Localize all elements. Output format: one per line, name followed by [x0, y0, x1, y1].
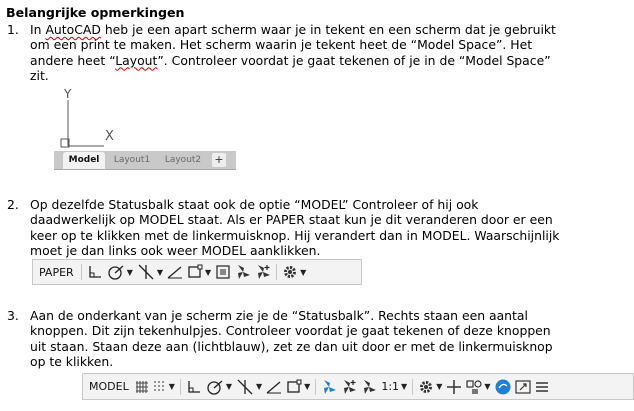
chevron-down-icon[interactable]: ▼ — [300, 267, 307, 277]
line: om een print te maken. Het scherm waarin je tekent heet de “Model Space”. Het — [30, 37, 533, 53]
selection-cycling-icon[interactable] — [214, 263, 232, 281]
chevron-down-icon[interactable]: ▼ — [256, 382, 263, 391]
item-text-2 — [30, 197, 630, 258]
polar-tracking-icon[interactable] — [106, 263, 126, 281]
statusbar-paper — [32, 259, 362, 285]
page-heading: Belangrijke opmerkingen — [6, 5, 185, 20]
isometric-drafting-icon[interactable] — [235, 378, 255, 396]
annotation-scale-icon[interactable] — [360, 378, 378, 396]
object-snap-tracking-icon[interactable] — [265, 378, 283, 396]
chevron-down-icon[interactable]: ▼ — [168, 382, 175, 391]
chevron-down-icon[interactable]: ▼ — [401, 382, 408, 391]
isometric-drafting-icon[interactable] — [136, 263, 156, 281]
separator — [412, 379, 413, 395]
chevron-down-icon[interactable]: ▼ — [225, 382, 233, 391]
line: op te klikken. — [30, 353, 114, 369]
item-number-2: 2. — [7, 197, 19, 212]
ucs-x-label: X — [105, 129, 114, 144]
paper-model-toggle[interactable]: MODEL — [89, 380, 129, 393]
line: uit staan. Staan deze aan (lichtblauw), zet ze dan uit door er met de linkermuisknop — [30, 338, 553, 354]
layout-word: Layout — [115, 52, 158, 68]
paper-model-toggle[interactable]: PAPER — [39, 265, 74, 279]
line: In AutoCAD heb je een apart scherm waar je in tekent en een scherm dat je gebruikt — [30, 22, 556, 37]
hardware-acceleration-icon[interactable] — [494, 378, 512, 396]
separator — [81, 264, 82, 280]
annotation-visibility-icon[interactable] — [234, 263, 252, 281]
chevron-down-icon[interactable]: ▼ — [436, 382, 443, 391]
separator — [276, 264, 277, 280]
scale-value[interactable]: 1:1 — [381, 380, 400, 393]
line: andere heet “Layout”. Controleer voordat je gaat tekenen of je in de “Model Space” — [30, 52, 551, 68]
tab-layout1[interactable]: Layout1 — [113, 155, 151, 165]
gear-icon[interactable] — [417, 378, 435, 396]
line: Op dezelfde Statusbalk staat ook de optie “MODEL” Controleer of hij ook — [30, 197, 479, 212]
line: knoppen. Dit zijn tekenhulpjes. Controleer voordat je gaat tekenen of deze knoppen — [30, 323, 551, 339]
chevron-down-icon[interactable]: ▼ — [126, 267, 133, 277]
separator — [315, 379, 316, 395]
clean-screen-icon[interactable] — [514, 378, 532, 396]
gear-icon[interactable] — [281, 263, 299, 281]
object-snap-icon[interactable] — [285, 378, 303, 396]
chevron-down-icon[interactable]: ▼ — [484, 382, 491, 391]
chevron-down-icon[interactable]: ▼ — [156, 267, 163, 277]
line: keer op te klikken met de linkermuisknop. Hij verandert dan in MODEL. Waarschijnlijk — [30, 227, 560, 243]
add-layout-button[interactable]: + — [212, 153, 226, 167]
chevron-down-icon[interactable]: ▼ — [205, 267, 212, 277]
autocad-word: AutoCAD — [45, 22, 101, 37]
tab-model[interactable]: Model — [63, 152, 105, 169]
statusbar-model — [82, 373, 634, 400]
snap-icon[interactable] — [152, 378, 168, 396]
infer-constraints-icon[interactable] — [86, 263, 104, 281]
object-snap-icon[interactable] — [186, 263, 204, 281]
auto-scale-icon[interactable] — [254, 263, 272, 281]
auto-scale-icon[interactable] — [340, 378, 358, 396]
ucs-y-label: Y — [64, 87, 72, 101]
isolate-objects-icon[interactable] — [465, 378, 483, 396]
separator — [180, 379, 181, 395]
item-number-3: 3. — [7, 308, 19, 323]
polar-tracking-icon[interactable] — [205, 378, 225, 396]
item-text-1 — [30, 22, 630, 83]
grid-icon[interactable] — [134, 378, 150, 396]
infer-constraints-icon[interactable] — [185, 378, 203, 396]
line: daadwerkelijk op MODEL staat. Als er PAPER staat kun je dit veranderen door er een — [30, 212, 553, 228]
tab-layout2[interactable]: Layout2 — [164, 155, 202, 165]
item-text-3 — [30, 308, 630, 369]
layout-tab-bar — [54, 151, 236, 170]
plus-icon[interactable] — [445, 378, 463, 396]
menu-icon[interactable] — [534, 378, 550, 396]
line: Aan de onderkant van je scherm zie je de “Statusbalk”. Rechts staan een aantal — [30, 308, 528, 323]
chevron-down-icon[interactable]: ▼ — [304, 382, 311, 391]
item-number-1: 1. — [7, 22, 19, 37]
line: moet je dan links ook weer MODEL aanklikken. — [30, 242, 321, 258]
annotation-visibility-icon-active[interactable] — [320, 378, 338, 396]
object-snap-tracking-icon[interactable] — [166, 263, 184, 281]
line: zit. — [30, 67, 49, 83]
